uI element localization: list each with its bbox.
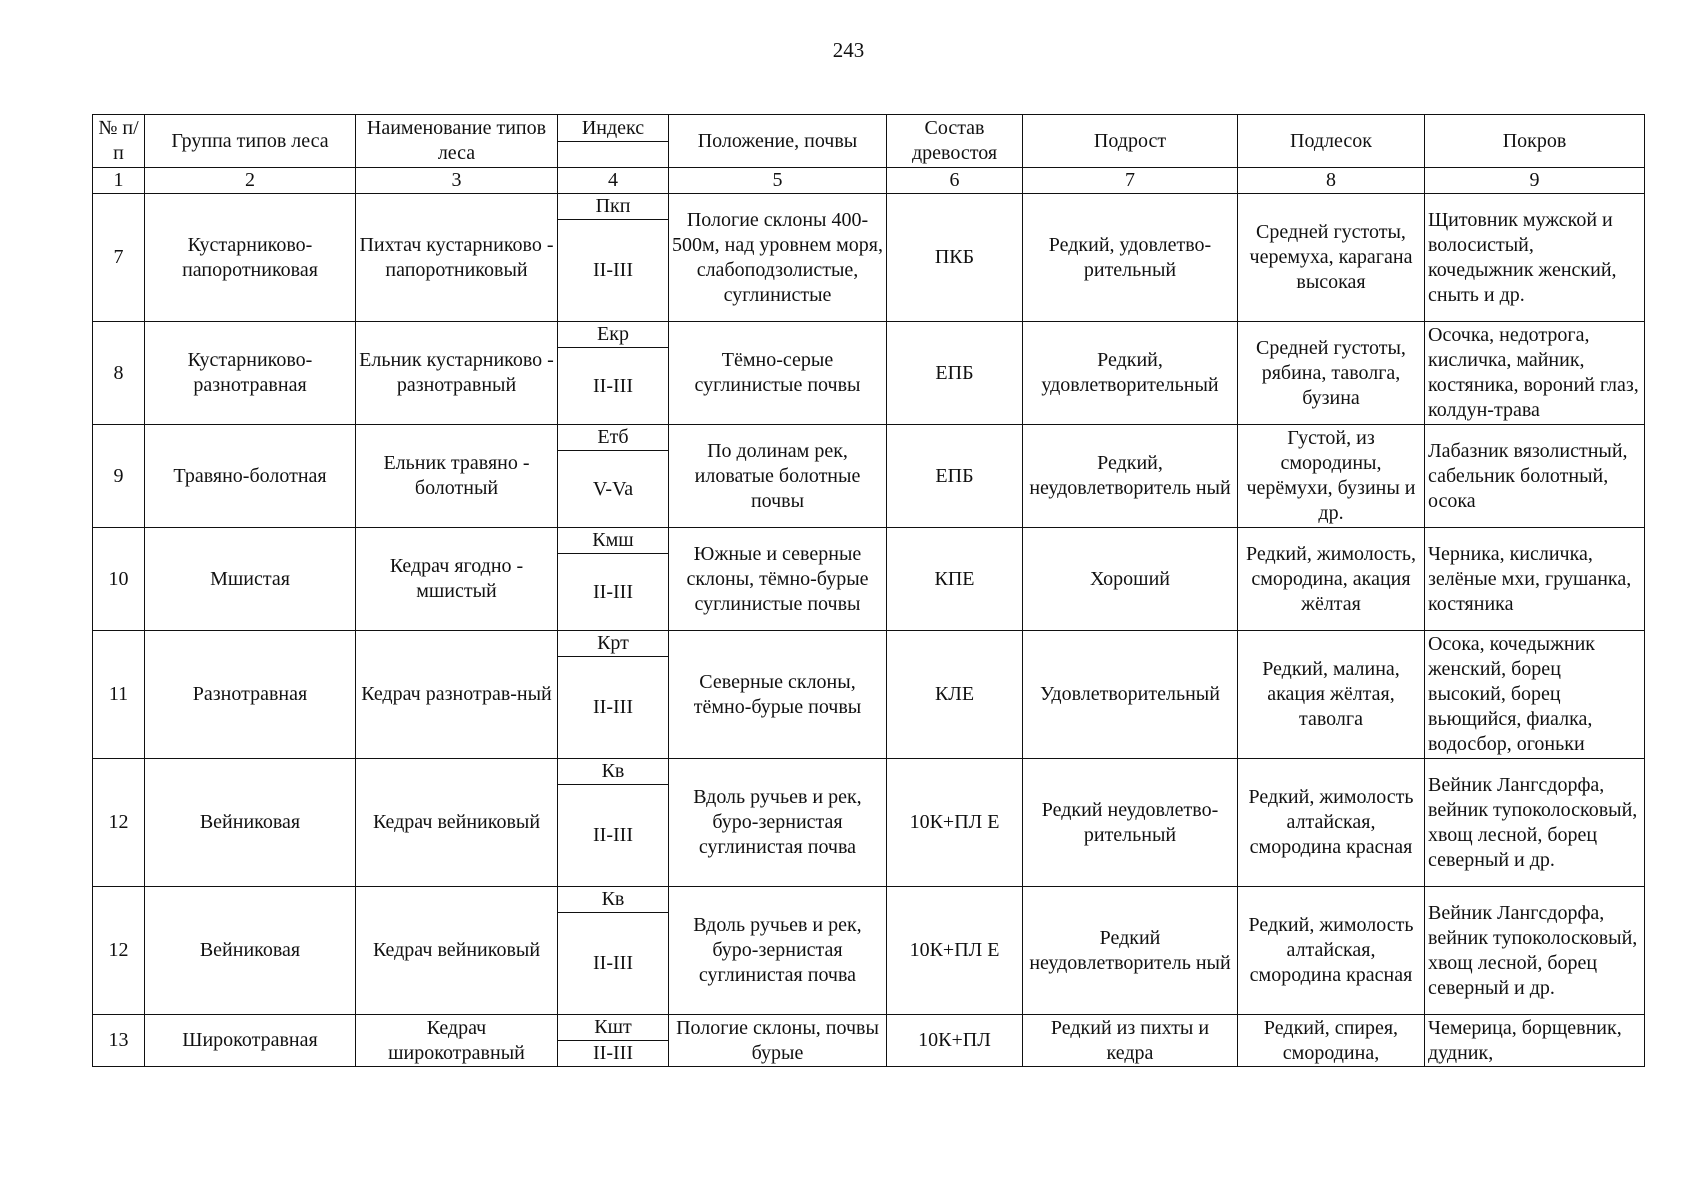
ground-cover: Осочка, недотрога, кисличка, майник, костяника, вороний глаз, колдун-трава	[1425, 322, 1645, 425]
forest-group: Травяно-болотная	[145, 425, 356, 528]
forest-type-name: Ельник травяно - болотный	[356, 425, 558, 528]
ground-cover: Осока, кочедыжник женский, борец высокий, борец вьющийся, фиалка, водосбор, огоньки	[1425, 631, 1645, 759]
row-number: 10	[93, 528, 145, 631]
position-soil: Тёмно-серые суглинистые почвы	[669, 322, 887, 425]
position-soil: По долинам рек, иловатые болотные почвы	[669, 425, 887, 528]
forest-group: Вейниковая	[145, 759, 356, 887]
header-underbrush: Подлесок	[1238, 115, 1425, 168]
page-number: 243	[832, 38, 865, 62]
position-soil: Вдоль ручьев и рек, буро-зернистая суглинистая почва	[669, 759, 887, 887]
table-row	[93, 425, 1645, 451]
underbrush: Густой, из смородины, черёмухи, бузины и др.	[1238, 425, 1425, 528]
bonitet: II-III	[558, 657, 669, 759]
position-soil: Северные склоны, тёмно-бурые почвы	[669, 631, 887, 759]
row-number: 9	[93, 425, 145, 528]
undergrowth: Редкий из пихты и кедра	[1023, 1015, 1238, 1067]
forest-group: Широкотравная	[145, 1015, 356, 1067]
underbrush: Средней густоты, черемуха, карагана высокая	[1238, 194, 1425, 322]
header-index: Индекс	[558, 115, 669, 142]
column-number: 7	[1023, 168, 1238, 194]
column-number: 4	[558, 168, 669, 194]
header-num: № п/п	[93, 115, 145, 168]
row-number: 13	[93, 1015, 145, 1067]
stand-composition: КПЕ	[887, 528, 1023, 631]
table-row	[93, 194, 1645, 220]
forest-index: Кв	[558, 759, 669, 785]
header-bonitet	[558, 142, 669, 168]
underbrush: Редкий, жимолость алтайская, смородина красная	[1238, 759, 1425, 887]
forest-group: Кустарниково-разнотравная	[145, 322, 356, 425]
column-number: 5	[669, 168, 887, 194]
underbrush: Редкий, жимолость, смородина, акация жёлтая	[1238, 528, 1425, 631]
row-number: 7	[93, 194, 145, 322]
column-number-row	[93, 168, 1645, 194]
forest-index: Кв	[558, 887, 669, 913]
forest-type-name: Кедрач вейниковый	[356, 887, 558, 1015]
bonitet: V-Va	[558, 451, 669, 528]
forest-group: Разнотравная	[145, 631, 356, 759]
forest-type-name: Кедрач широкотравный	[356, 1015, 558, 1067]
column-number: 1	[93, 168, 145, 194]
forest-group: Вейниковая	[145, 887, 356, 1015]
forest-index: Етб	[558, 425, 669, 451]
bonitet: II-III	[558, 220, 669, 322]
header-cover: Покров	[1425, 115, 1645, 168]
bonitet: II-III	[558, 785, 669, 887]
ground-cover: Щитовник мужской и волосистый, кочедыжник женский, сныть и др.	[1425, 194, 1645, 322]
underbrush: Редкий, спирея, смородина,	[1238, 1015, 1425, 1067]
column-number: 3	[356, 168, 558, 194]
header-position: Положение, почвы	[669, 115, 887, 168]
ground-cover: Лабазник вязолистный, сабельник болотный, осока	[1425, 425, 1645, 528]
stand-composition: ЕПБ	[887, 425, 1023, 528]
forest-index: Пкп	[558, 194, 669, 220]
column-number: 8	[1238, 168, 1425, 194]
forest-type-name: Ельник кустарниково - разнотравный	[356, 322, 558, 425]
bonitet: II-III	[558, 913, 669, 1015]
forest-group: Кустарниково-папоротниковая	[145, 194, 356, 322]
row-number: 8	[93, 322, 145, 425]
table-row	[93, 528, 1645, 554]
forest-index: Кшт	[558, 1015, 669, 1041]
position-soil: Пологие склоны, почвы бурые	[669, 1015, 887, 1067]
forest-type-name: Кедрач вейниковый	[356, 759, 558, 887]
forest-group: Мшистая	[145, 528, 356, 631]
ground-cover: Вейник Лангсдорфа, вейник тупоколосковый, хвощ лесной, борец северный и др.	[1425, 887, 1645, 1015]
table-row	[93, 322, 1645, 348]
bonitet: II-III	[558, 1041, 669, 1067]
header-group: Группа типов леса	[145, 115, 356, 168]
header-composition: Состав древостоя	[887, 115, 1023, 168]
stand-composition: КЛЕ	[887, 631, 1023, 759]
column-number: 9	[1425, 168, 1645, 194]
position-soil: Вдоль ручьев и рек, буро-зернистая суглинистая почва	[669, 887, 887, 1015]
underbrush: Редкий, малина, акация жёлтая, таволга	[1238, 631, 1425, 759]
undergrowth: Редкий, удовлетво-рительный	[1023, 194, 1238, 322]
forest-index: Крт	[558, 631, 669, 657]
forest-type-name: Кедрач ягодно - мшистый	[356, 528, 558, 631]
ground-cover: Черника, кисличка, зелёные мхи, грушанка, костяника	[1425, 528, 1645, 631]
column-number: 2	[145, 168, 356, 194]
bonitet: II-III	[558, 348, 669, 425]
position-soil: Пологие склоны 400-500м, над уровнем моря, слабоподзолистые, суглинистые	[669, 194, 887, 322]
undergrowth: Редкий, удовлетворительный	[1023, 322, 1238, 425]
header-undergrowth: Подрост	[1023, 115, 1238, 168]
row-number: 11	[93, 631, 145, 759]
undergrowth: Редкий неудовлетворитель ный	[1023, 887, 1238, 1015]
underbrush: Редкий, жимолость алтайская, смородина красная	[1238, 887, 1425, 1015]
forest-types-table	[92, 114, 1645, 1067]
undergrowth: Хороший	[1023, 528, 1238, 631]
header-name: Наименование типов леса	[356, 115, 558, 168]
stand-composition: 10К+ПЛ	[887, 1015, 1023, 1067]
table-row	[93, 1015, 1645, 1041]
forest-index: Екр	[558, 322, 669, 348]
stand-composition: 10К+ПЛ Е	[887, 759, 1023, 887]
underbrush: Средней густоты, рябина, таволга, бузина	[1238, 322, 1425, 425]
table-row	[93, 759, 1645, 785]
row-number: 12	[93, 887, 145, 1015]
forest-type-name: Пихтач кустарниково - папоротниковый	[356, 194, 558, 322]
bonitet: II-III	[558, 554, 669, 631]
stand-composition: 10К+ПЛ Е	[887, 887, 1023, 1015]
ground-cover: Чемерица, борщевник, дудник,	[1425, 1015, 1645, 1067]
undergrowth: Редкий, неудовлетворитель ный	[1023, 425, 1238, 528]
column-number: 6	[887, 168, 1023, 194]
stand-composition: ПКБ	[887, 194, 1023, 322]
forest-index: Кмш	[558, 528, 669, 554]
ground-cover: Вейник Лангсдорфа, вейник тупоколосковый, хвощ лесной, борец северный и др.	[1425, 759, 1645, 887]
forest-type-name: Кедрач разнотрав-ный	[356, 631, 558, 759]
row-number: 12	[93, 759, 145, 887]
table-row	[93, 631, 1645, 657]
stand-composition: ЕПБ	[887, 322, 1023, 425]
table-row	[93, 887, 1645, 913]
position-soil: Южные и северные склоны, тёмно-бурые суглинистые почвы	[669, 528, 887, 631]
undergrowth: Редкий неудовлетво-рительный	[1023, 759, 1238, 887]
undergrowth: Удовлетворительный	[1023, 631, 1238, 759]
